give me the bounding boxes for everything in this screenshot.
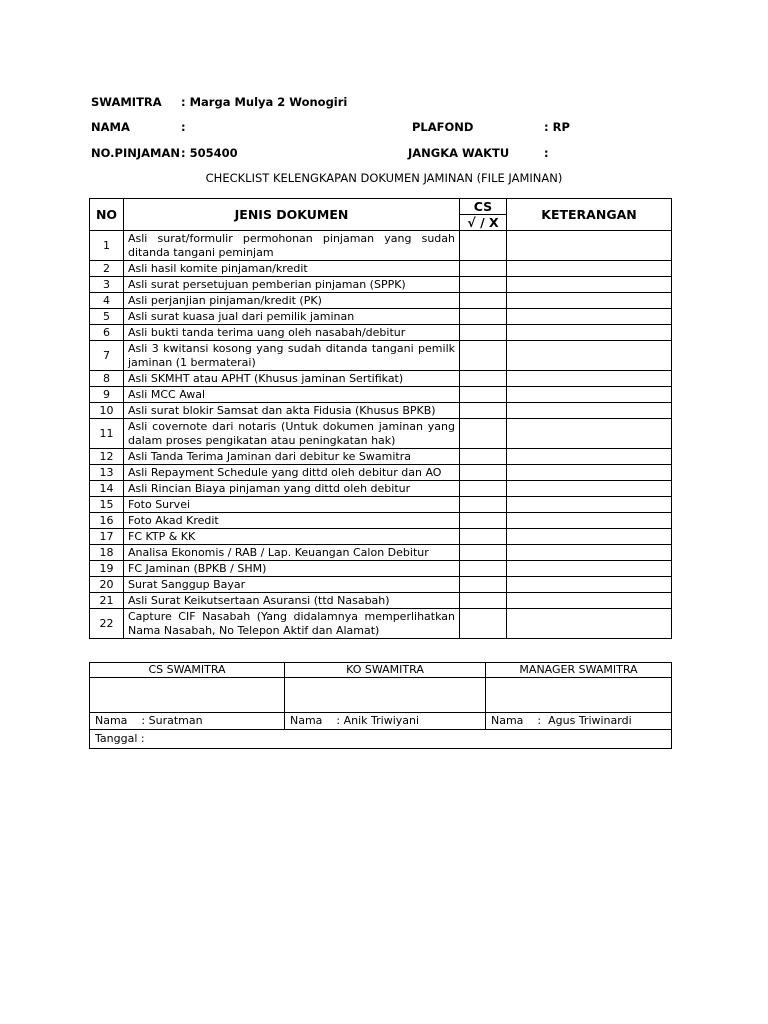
row-number: 9 — [90, 387, 124, 403]
ko-role-label: KO SWAMITRA — [285, 663, 486, 678]
cs-check-cell[interactable] — [460, 231, 507, 261]
ko-signature-box — [285, 678, 486, 713]
document-name: Asli Surat Keikutsertaan Asuransi (ttd Nasabah) — [124, 593, 460, 609]
table-row — [90, 261, 672, 277]
cs-check-cell[interactable] — [460, 387, 507, 403]
row-number: 18 — [90, 545, 124, 561]
document-name: Capture CIF Nasabah (Yang didalamnya memperlihatkan Nama Nasabah, No Telepon Aktif dan Alamat) — [124, 609, 460, 639]
cs-check-cell[interactable] — [460, 497, 507, 513]
table-row — [90, 481, 672, 497]
no-pinjaman-value: : 505400 — [181, 146, 238, 160]
keterangan-cell[interactable] — [507, 497, 672, 513]
document-name: FC Jaminan (BPKB / SHM) — [124, 561, 460, 577]
row-number: 7 — [90, 341, 124, 371]
keterangan-cell[interactable] — [507, 609, 672, 639]
jangka-waktu-label: JANGKA WAKTU — [408, 146, 510, 160]
row-number: 21 — [90, 593, 124, 609]
swamitra-value: : Marga Mulya 2 Wonogiri — [181, 95, 348, 109]
document-name: Asli surat blokir Samsat dan akta Fidusia (Khusus BPKB) — [124, 403, 460, 419]
cs-name: Nama : Suratman — [90, 713, 285, 730]
keterangan-cell[interactable] — [507, 371, 672, 387]
row-number: 3 — [90, 277, 124, 293]
cs-check-cell[interactable] — [460, 419, 507, 449]
document-name: Asli hasil komite pinjaman/kredit — [124, 261, 460, 277]
keterangan-cell[interactable] — [507, 577, 672, 593]
manager-name: Nama : Agus Triwinardi — [486, 713, 672, 730]
jangka-waktu-value: : — [544, 146, 549, 160]
plafond-label: PLAFOND — [412, 120, 474, 134]
cs-check-cell[interactable] — [460, 593, 507, 609]
table-row — [90, 593, 672, 609]
swamitra-label: SWAMITRA — [91, 95, 162, 109]
cs-check-cell[interactable] — [460, 309, 507, 325]
keterangan-cell[interactable] — [507, 261, 672, 277]
cs-check-cell[interactable] — [460, 341, 507, 371]
document-name: Asli perjanjian pinjaman/kredit (PK) — [124, 293, 460, 309]
table-row — [90, 419, 672, 449]
document-title: CHECKLIST KELENGKAPAN DOKUMEN JAMINAN (FILE JAMINAN) — [205, 171, 563, 185]
cs-check-cell[interactable] — [460, 465, 507, 481]
table-row — [90, 497, 672, 513]
checklist-body — [90, 231, 672, 639]
cs-check-cell[interactable] — [460, 293, 507, 309]
ko-name: Nama : Anik Triwiyani — [285, 713, 486, 730]
row-number: 22 — [90, 609, 124, 639]
table-row — [90, 277, 672, 293]
table-row — [90, 309, 672, 325]
table-row — [90, 545, 672, 561]
row-number: 6 — [90, 325, 124, 341]
col-no-header: NO — [90, 199, 124, 231]
document-name: Asli surat persetujuan pemberian pinjaman (SPPK) — [124, 277, 460, 293]
keterangan-cell[interactable] — [507, 403, 672, 419]
cs-check-cell[interactable] — [460, 403, 507, 419]
keterangan-cell[interactable] — [507, 419, 672, 449]
document-name: Asli covernote dari notaris (Untuk dokumen jaminan yang dalam proses pengikatan atau peningkatan hak) — [124, 419, 460, 449]
keterangan-cell[interactable] — [507, 341, 672, 371]
row-number: 5 — [90, 309, 124, 325]
keterangan-cell[interactable] — [507, 309, 672, 325]
table-row — [90, 465, 672, 481]
cs-role-label: CS SWAMITRA — [90, 663, 285, 678]
cs-check-cell[interactable] — [460, 561, 507, 577]
document-name: FC KTP & KK — [124, 529, 460, 545]
table-row — [90, 231, 672, 261]
cs-check-cell[interactable] — [460, 277, 507, 293]
keterangan-cell[interactable] — [507, 593, 672, 609]
keterangan-cell[interactable] — [507, 561, 672, 577]
table-row — [90, 371, 672, 387]
col-jenis-header: JENIS DOKUMEN — [124, 199, 460, 231]
manager-signature-box — [486, 678, 672, 713]
row-number: 16 — [90, 513, 124, 529]
document-name: Asli MCC Awal — [124, 387, 460, 403]
table-row — [90, 387, 672, 403]
row-number: 1 — [90, 231, 124, 261]
keterangan-cell[interactable] — [507, 545, 672, 561]
table-row — [90, 561, 672, 577]
cs-signature-box — [90, 678, 285, 713]
col-cs-subheader: √ / X — [460, 215, 507, 231]
row-number: 11 — [90, 419, 124, 449]
keterangan-cell[interactable] — [507, 325, 672, 341]
keterangan-cell[interactable] — [507, 449, 672, 465]
keterangan-cell[interactable] — [507, 481, 672, 497]
document-name: Asli Rincian Biaya pinjaman yang dittd oleh debitur — [124, 481, 460, 497]
col-keterangan-header: KETERANGAN — [507, 199, 672, 231]
row-number: 4 — [90, 293, 124, 309]
row-number: 13 — [90, 465, 124, 481]
manager-role-label: MANAGER SWAMITRA — [486, 663, 672, 678]
keterangan-cell[interactable] — [507, 529, 672, 545]
no-pinjaman-label: NO.PINJAMAN — [91, 146, 180, 160]
cs-check-cell[interactable] — [460, 371, 507, 387]
document-name: Analisa Ekonomis / RAB / Lap. Keuangan Calon Debitur — [124, 545, 460, 561]
cs-check-cell[interactable] — [460, 609, 507, 639]
document-name: Foto Akad Kredit — [124, 513, 460, 529]
nama-label: NAMA — [91, 120, 130, 134]
document-name: Asli 3 kwitansi kosong yang sudah ditanda tangani pemilk jaminan (1 bermaterai) — [124, 341, 460, 371]
table-row — [90, 513, 672, 529]
row-number: 10 — [90, 403, 124, 419]
document-name: Asli Repayment Schedule yang dittd oleh debitur dan AO — [124, 465, 460, 481]
keterangan-cell[interactable] — [507, 231, 672, 261]
document-name: Asli bukti tanda terima uang oleh nasabah/debitur — [124, 325, 460, 341]
plafond-value: : RP — [544, 120, 570, 134]
tanggal-field: Tanggal : — [90, 730, 672, 749]
table-row — [90, 449, 672, 465]
row-number: 15 — [90, 497, 124, 513]
cs-check-cell[interactable] — [460, 577, 507, 593]
row-number: 17 — [90, 529, 124, 545]
keterangan-cell[interactable] — [507, 465, 672, 481]
row-number: 12 — [90, 449, 124, 465]
document-checklist-table — [89, 198, 672, 639]
row-number: 8 — [90, 371, 124, 387]
document-name: Asli surat/formulir permohonan pinjaman yang sudah ditanda tangani peminjam — [124, 231, 460, 261]
cs-check-cell[interactable] — [460, 325, 507, 341]
document-name: Asli Tanda Terima Jaminan dari debitur ke Swamitra — [124, 449, 460, 465]
row-number: 19 — [90, 561, 124, 577]
document-name: Surat Sanggup Bayar — [124, 577, 460, 593]
table-row — [90, 293, 672, 309]
row-number: 2 — [90, 261, 124, 277]
keterangan-cell[interactable] — [507, 277, 672, 293]
signature-table — [89, 662, 672, 749]
col-cs-header: CS — [460, 199, 507, 215]
table-row — [90, 403, 672, 419]
row-number: 14 — [90, 481, 124, 497]
row-number: 20 — [90, 577, 124, 593]
cs-check-cell[interactable] — [460, 529, 507, 545]
cs-check-cell[interactable] — [460, 513, 507, 529]
document-name: Asli SKMHT atau APHT (Khusus jaminan Sertifikat) — [124, 371, 460, 387]
cs-check-cell[interactable] — [460, 261, 507, 277]
document-name: Foto Survei — [124, 497, 460, 513]
table-row — [90, 325, 672, 341]
table-row — [90, 577, 672, 593]
cs-check-cell[interactable] — [460, 545, 507, 561]
nama-value: : — [181, 120, 186, 134]
keterangan-cell[interactable] — [507, 293, 672, 309]
table-row — [90, 609, 672, 639]
keterangan-cell[interactable] — [507, 387, 672, 403]
cs-check-cell[interactable] — [460, 481, 507, 497]
table-row — [90, 341, 672, 371]
cs-check-cell[interactable] — [460, 449, 507, 465]
keterangan-cell[interactable] — [507, 513, 672, 529]
table-row — [90, 529, 672, 545]
document-name: Asli surat kuasa jual dari pemilik jaminan — [124, 309, 460, 325]
